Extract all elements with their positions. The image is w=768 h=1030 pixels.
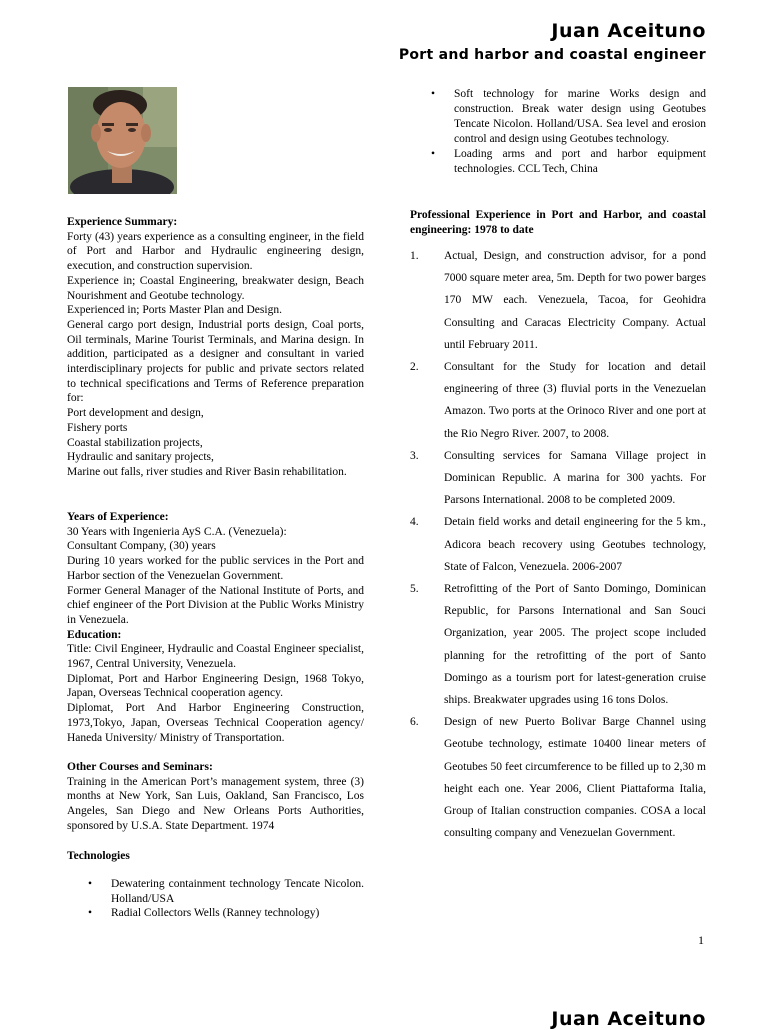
list-item: • Radial Collectors Wells (Ranney technology)	[67, 906, 364, 921]
list-item	[410, 578, 706, 711]
summary-paragraph: General cargo port design, Industrial ports design, Coal ports, Oil terminals, Marine Tourist Terminals, and Marina design. In addition, participated as a designer and consultant in varied interdisciplinary projects for public and private sectors related to technical specifications and Terms of Reference preparation for:	[67, 318, 364, 405]
technologies-list	[67, 877, 364, 921]
item-text: Design of new Puerto Bolivar Barge Channel using Geotube technology, estimate 10400 linear meters of Geotubes 50 feet circumference to be filled up to 2,30 m height each one. Year 2006, Client Piattaforma Italia, Group of Italian construction companies. COSA a local consulting company and Venezuelan Government.	[444, 716, 706, 840]
portrait-image	[68, 87, 177, 194]
technologies-continued-list	[410, 87, 706, 177]
list-item: • Soft technology for marine Works design and construction. Break water design using Geotubes Tencate Nicolon. Holland/USA. Sea level and erosion control and design using Geotubes technology.	[410, 87, 706, 147]
item-text: Actual, Design, and construction advisor, for a pond 7000 square meter area, 5m. Depth for two power barges 170 MW each. Venezuela, Tacoa, for Geohidra Consulting and Caracas Electricity Company. Actual until February 2011.	[444, 250, 706, 351]
years-heading: Years of Experience:	[67, 511, 169, 523]
summary-paragraph: Forty (43) years experience as a consulting engineer, in the field of Port and Harbor and Hydraulic engineering design, execution, and construction supervision.	[67, 230, 364, 273]
list-item	[410, 356, 706, 445]
experience-summary-section	[67, 215, 364, 480]
list-item	[410, 711, 706, 844]
candidate-title: Port and harbor and coastal engineer	[398, 47, 706, 63]
list-item: • Loading arms and port and harbor equipment technologies. CCL Tech, China	[410, 147, 706, 177]
list-item	[410, 245, 706, 356]
summary-paragraph: Experience in; Coastal Engineering, breakwater design, Beach Nourishment and Geotube technology.	[67, 274, 364, 302]
item-text: Detain field works and detail engineering for the 5 km., Adicora beach recovery using Geotubes technology, State of Falcon, Venezuela. 2006-2007	[444, 516, 706, 573]
item-text: Retrofitting of the Port of Santo Domingo, Dominican Republic, for Parsons International and San Souci Organization, year 2005. The project scope included planning for the retrofitting of the port of Santo Domingo as a tourism port for latest-generation cruise ships. Breakwater upgrades using 16 tons Dolos.	[444, 583, 706, 707]
item-number: 4.	[410, 516, 419, 529]
technologies-heading-block	[67, 849, 364, 864]
years-paragraph: During 10 years worked for the public services in the Port and Harbor section of the Venezuelan Government.	[67, 555, 364, 582]
summary-paragraph: Hydraulic and sanitary projects,	[67, 451, 214, 464]
professional-experience-heading: Professional Experience in Port and Harbor, and coastal engineering: 1978 to date	[410, 209, 706, 236]
courses-section	[67, 760, 364, 834]
summary-paragraph: Fishery ports	[67, 421, 128, 434]
years-paragraph: 30 Years with Ingenieria AyS C.A. (Venezuela):	[67, 525, 287, 538]
summary-paragraph: Port development and design,	[67, 407, 204, 420]
portrait-photo	[68, 87, 177, 194]
list-item: • Dewatering containment technology Tencate Nicolon. Holland/USA	[67, 877, 364, 906]
page-number: 1	[698, 933, 704, 947]
summary-paragraph: Experienced in; Ports Master Plan and Design.	[67, 304, 282, 317]
list-item	[410, 445, 706, 512]
education-paragraph: Diplomat, Port And Harbor Engineering Construction, 1973,Tokyo, Japan, Overseas Technical Cooperation agency/ Haneda University/ Ministry of Transportation.	[67, 702, 364, 744]
years-paragraph: Consultant Company, (30) years	[67, 540, 216, 553]
list-item	[410, 511, 706, 578]
education-paragraph: Title: Civil Engineer, Hydraulic and Coastal Engineer specialist, 1967, Central University, Venezuela.	[67, 643, 364, 671]
item-number: 1.	[410, 250, 419, 262]
summary-paragraph: Coastal stabilization projects,	[67, 436, 203, 449]
years-section	[67, 510, 364, 745]
education-heading: Education:	[67, 628, 122, 641]
candidate-name: Juan Aceituno	[551, 20, 706, 42]
technologies-heading: Technologies	[67, 850, 130, 862]
item-number: 6.	[410, 716, 419, 729]
courses-heading: Other Courses and Seminars:	[67, 761, 213, 773]
item-number: 3.	[410, 449, 419, 462]
years-paragraph: Former General Manager of the National Institute of Ports, and chief engineer of the Port Division at the Public Works Ministry in Venezuela.	[67, 584, 364, 626]
item-text: Consultant for the Study for location and detail engineering of three (3) fluvial ports in the Venezuelan Amazon. Two ports at the Orinoco River and one port at the Rio Negro River. 2007, to 2008.	[444, 361, 706, 440]
professional-experience-list	[410, 245, 706, 844]
education-paragraph: Diplomat, Port and Harbor Engineering Design, 1968 Tokyo, Japan, Overseas Technical cooperation agency.	[67, 672, 364, 700]
experience-summary-heading: Experience Summary:	[67, 216, 178, 228]
summary-paragraph: Marine out falls, river studies and River Basin rehabilitation.	[67, 465, 347, 478]
item-number: 2.	[410, 361, 419, 374]
courses-paragraph: Training in the American Port’s management system, three (3) months at New York, San Luis, Oakland, San Francisco, Los Angeles, San Diego and New Orleans Ports Authorities, sponsored by U.S.A. State Department. 1974	[67, 775, 364, 832]
item-text: Consulting services for Samana Village project in Dominican Republic. A marina for 300 yachts. For Parsons International. 2008 to be completed 2009.	[444, 449, 706, 507]
item-number: 5.	[410, 583, 419, 596]
next-page-header: Juan Aceituno	[551, 1008, 706, 1030]
